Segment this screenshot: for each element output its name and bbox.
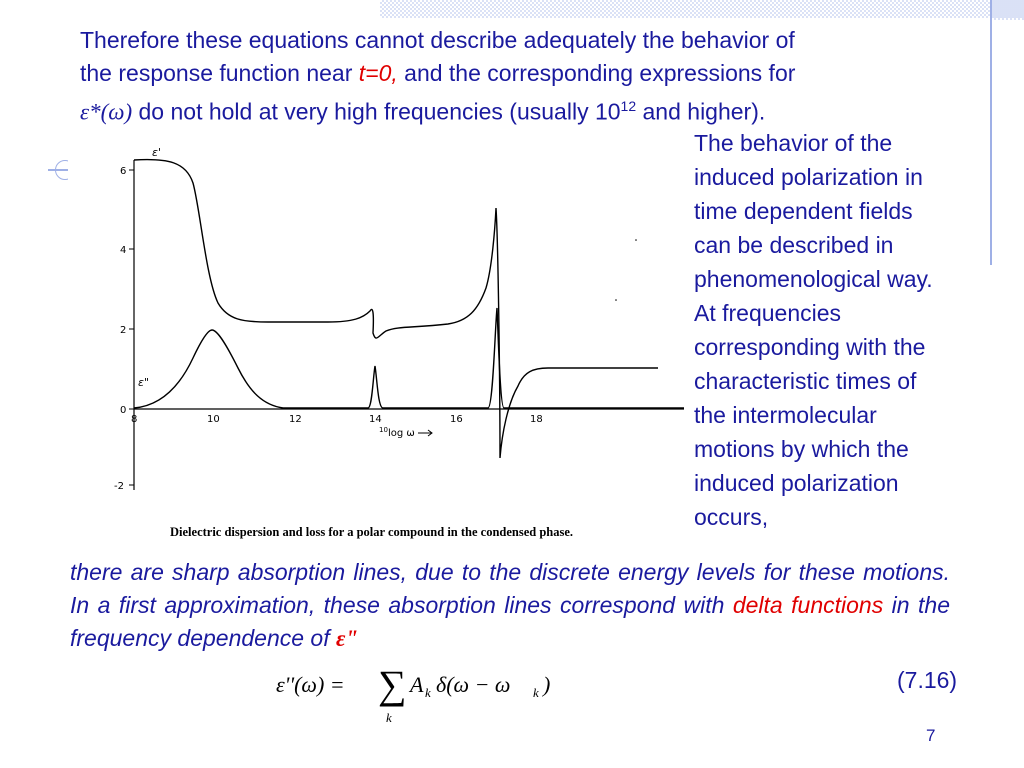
t-zero-highlight: t=0, <box>358 60 398 86</box>
dielectric-figure <box>68 128 694 548</box>
x-axis-arrow <box>418 430 432 436</box>
bottom-paragraph <box>70 556 950 655</box>
eps2-curve <box>134 308 684 408</box>
equation-close: ) <box>543 672 551 697</box>
side-line: phenomenological way. <box>694 266 933 292</box>
x-tick-label: 10 <box>207 414 220 425</box>
equation-number: (7.16) <box>897 667 958 693</box>
x-tick-label: 8 <box>131 414 138 425</box>
equation-lhs: ε''(ω) = <box>276 672 345 697</box>
intro-line-3-start: do not hold at very high frequencies (usually 10 <box>132 98 621 125</box>
x-tick-label: 18 <box>530 414 543 425</box>
side-line: motions by which the <box>694 436 909 462</box>
top-checkered-pattern-band <box>380 0 1024 18</box>
equation-coefficient: A <box>410 672 424 697</box>
eps2-label: ε" <box>138 376 150 389</box>
y-tick-label: 6 <box>120 166 127 177</box>
side-line: can be described in <box>694 232 894 258</box>
y-tick-label: -2 <box>114 481 124 492</box>
side-line: occurs, <box>694 504 769 530</box>
dielectric-plot <box>68 128 694 548</box>
intro-line-2-start: the response function near <box>80 60 359 86</box>
page-number: 7 <box>926 726 936 745</box>
intro-line-3-end: and higher). <box>636 98 766 125</box>
intro-line-1: Therefore these equations cannot describe adequately the behavior of <box>80 27 795 53</box>
sum-index: k <box>386 710 392 725</box>
intro-line-2-end: and the corresponding expressions for <box>397 60 796 86</box>
coefficient-subscript: k <box>425 685 431 700</box>
bottom-text-end: in the frequency dependence of <box>70 592 951 651</box>
x-axis-label-sup: 10 <box>379 426 388 434</box>
side-line: induced polarization <box>694 470 899 496</box>
x-tick-label: 14 <box>369 414 382 425</box>
intro-paragraph <box>80 24 980 129</box>
stray-dot <box>615 299 617 301</box>
equation-delta: δ(ω − ω <box>436 672 511 697</box>
equation-7-16 <box>270 660 570 735</box>
stray-dot <box>635 239 637 241</box>
side-line: time dependent fields <box>694 198 913 224</box>
side-line: induced polarization in <box>694 164 923 190</box>
side-line: the intermolecular <box>694 402 877 428</box>
y-tick-label: 0 <box>120 405 127 416</box>
side-line: At frequencies <box>694 300 842 326</box>
x-axis-label: log ω <box>388 428 415 439</box>
exponent-12: 12 <box>620 98 637 114</box>
equation-graphic <box>270 660 570 730</box>
epsilon-omega-symbol: ε*(ω) <box>80 99 133 125</box>
right-checkered-pattern-column <box>990 0 1024 20</box>
y-tick-label: 4 <box>120 245 127 256</box>
side-line: corresponding with the <box>694 334 926 360</box>
side-line: The behavior of the <box>694 130 893 156</box>
figure-caption: Dielectric dispersion and loss for a polar compound in the condensed phase. <box>170 525 574 539</box>
eps1-label: ε' <box>152 146 161 159</box>
y-tick-label: 2 <box>120 325 127 336</box>
omega-subscript: k <box>533 685 539 700</box>
x-tick-label: 12 <box>289 414 302 425</box>
sum-symbol: ∑ <box>378 662 407 707</box>
epsilon-double-prime-symbol: ε" <box>335 626 359 651</box>
side-line: characteristic times of <box>694 368 917 394</box>
side-paragraph <box>694 126 994 534</box>
bottom-text-start: there are sharp absorption lines, due to the discrete energy levels for these motions. In a first approximation, these absorption lines correspond with <box>70 559 950 618</box>
delta-functions-highlight: delta functions <box>732 592 884 618</box>
x-tick-label: 16 <box>450 414 463 425</box>
